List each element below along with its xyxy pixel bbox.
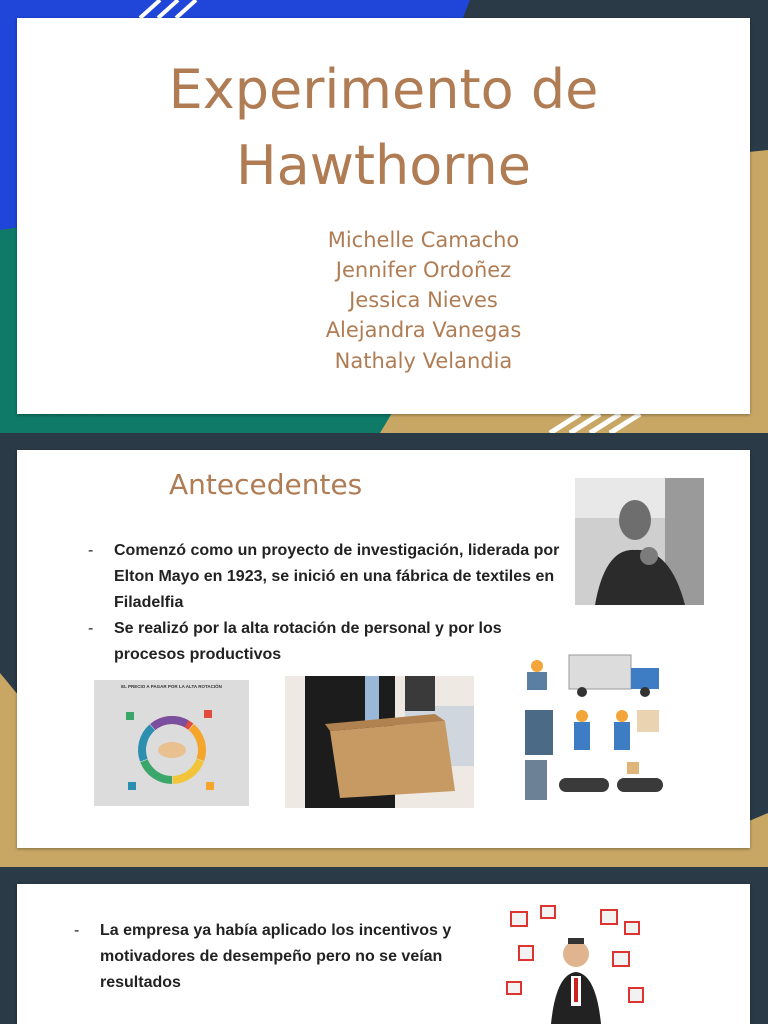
bullet-1 [74, 918, 500, 996]
infographic-heading: EL PRECIO A PAGAR POR LA ALTA ROTACIÓN [121, 684, 222, 689]
bullet-line: Comenzó como un proyecto de investigación, liderada por [114, 542, 560, 559]
slide-card [17, 450, 750, 848]
bullet-line: resultados [100, 974, 181, 991]
portrait-photo [575, 478, 704, 605]
bullet-line: La empresa ya había aplicado los incentivos y [100, 922, 452, 939]
portrait-illustration [575, 478, 704, 605]
slide-card [17, 18, 750, 414]
infographic-ring [94, 680, 249, 806]
bullet-line: Filadelfia [114, 594, 184, 611]
title-line-2: Hawthorne [236, 134, 531, 197]
bullet-2 [88, 616, 584, 668]
slide-title [0, 0, 768, 433]
author-3: Jessica Nieves [349, 288, 498, 312]
slide-card [17, 884, 750, 1024]
rotation-infographic [94, 680, 249, 806]
slide-incentivos [0, 867, 768, 1024]
author-4: Alejandra Vanegas [325, 318, 522, 342]
bullet-dash: - [88, 620, 94, 637]
office-box-photo [285, 676, 474, 808]
bullet-dash: - [74, 922, 80, 939]
gifts-illustration [501, 902, 651, 1024]
bullet-line: procesos productivos [114, 646, 282, 663]
bullet-line: Se realizó por la alta rotación de personal y por los [114, 620, 502, 637]
section-title: Antecedentes [169, 468, 363, 501]
bullet-dash: - [88, 542, 94, 559]
office-box-illustration [285, 676, 474, 808]
author-5: Nathaly Velandia [334, 349, 513, 373]
factory-illustration [517, 650, 667, 805]
factory-icons [517, 650, 667, 805]
author-2: Jennifer Ordoñez [335, 258, 512, 282]
gifts-photo [501, 902, 651, 1024]
author-1: Michelle Camacho [327, 228, 520, 252]
bullet-line: motivadores de desempeño pero no se veían [100, 948, 443, 965]
bullet-1 [88, 538, 584, 616]
slide-antecedentes [0, 433, 768, 867]
title-line-1: Experimento de [168, 58, 599, 121]
bullet-line: Elton Mayo en 1923, se inició en una fábrica de textiles en [114, 568, 555, 585]
